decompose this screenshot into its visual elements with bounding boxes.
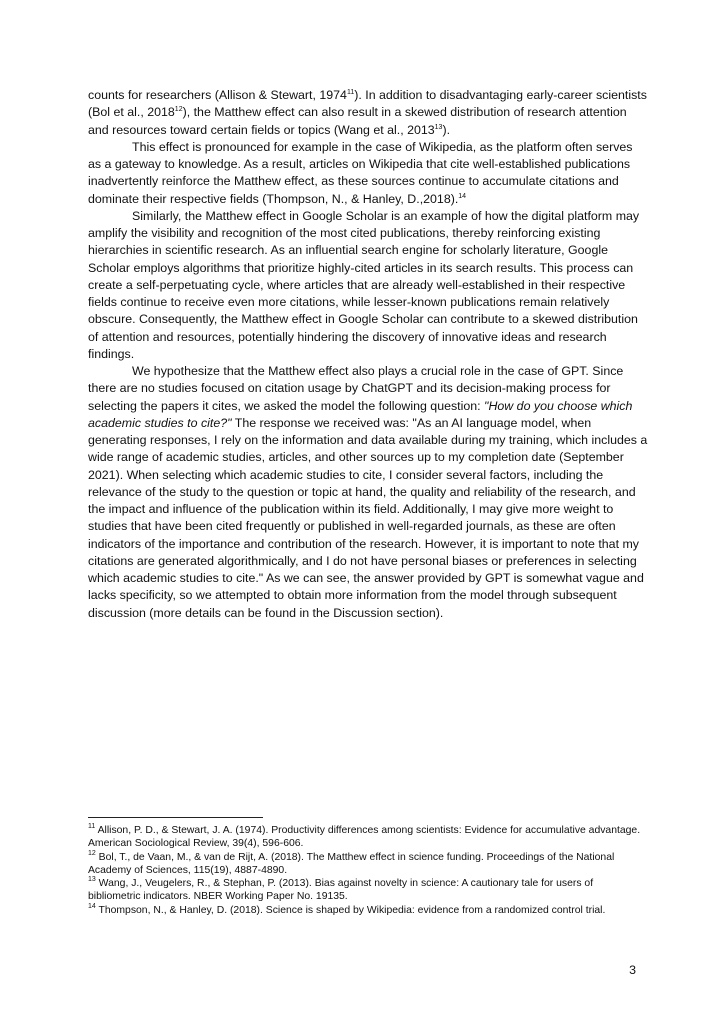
paragraph-text: We hypothesize that the Matthew effect also plays a crucial role in the case of GPT. Since there are no studies focused on citation usage by ChatGPT and its decision-making process for selecting the papers it cites, we asked the model the following question: — [88, 364, 624, 413]
footnote-11 — [88, 824, 648, 851]
paragraph-text: The response we received was: "As an AI language model, when generating responses, I rely on the information and data available during my training, which includes a wide range of academic studies, articles, and other sources up to my completion date (September 2021). When selecting which academic studies to cite, I consider several factors, including the relevance of the study to the question or topic at hand, the quality and reliability of the research, and the impact and influence of the publication within its field. Additionally, I may give more weight to studies that have been cited frequently or published in well-regarded journals, as these are often indicators of the importance and contribution of the research. However, it is important to note that my citations are generated algorithmically, and I do not have personal biases or preferences in selecting which academic studies to cite." As we can see, the answer provided by GPT is somewhat vague and lacks specificity, so we attempted to obtain more information from the model through subsequent discussion (more details can be found in the Discussion section). — [88, 415, 648, 620]
paragraph-text: This effect is pronounced for example in the case of Wikipedia, as the platform often serves as a gateway to knowledge. As a result, articles on Wikipedia that cite well-established publications inadvertently reinforce the Matthew effect, as these sources continue to accumulate citations and dominate their respective fields (Thompson, N., & Hanley, D.,2018). — [88, 139, 633, 206]
footnote-text: Allison, P. D., & Stewart, J. A. (1974). Productivity differences among scientists: Evidence for accumulative advantage. American Sociological Review, 39(4), 596-606. — [88, 825, 641, 850]
paragraph-text: ), the Matthew effect can also result in a skewed distribution of research attention and resources toward certain fields or topics (Wang et al., 2013 — [88, 105, 627, 137]
footnote-text: Bol, T., de Vaan, M., & van de Rijt, A. (2018). The Matthew effect in science funding. Proceedings of the National Academy of Sciences, 115(19), 4887-4890. — [88, 851, 615, 876]
footnote-number: 12 — [88, 849, 96, 857]
paragraph-text: counts for researchers (Allison & Stewart, 1974 — [88, 88, 347, 102]
footnote-number: 13 — [88, 876, 96, 884]
footnote-ref-13[interactable]: 13 — [434, 123, 443, 131]
paragraph-4 — [88, 363, 648, 622]
footnote-ref-11[interactable]: 11 — [346, 89, 355, 96]
footnote-14 — [88, 904, 648, 917]
body-text — [88, 87, 648, 622]
quoted-question: "How do you choose which academic studies to cite?" — [88, 398, 633, 430]
footnote-text: Wang, J., Veugelers, R., & Stephan, P. (2013). Bias against novelty in science: A cautionary tale for users of bibliometric indicators. NBER Working Paper No. 19135. — [88, 878, 594, 903]
paragraph-text: ). In addition to disadvantaging early-career scientists (Bol et al., 2018 — [88, 88, 647, 120]
footnote-ref-12[interactable]: 12 — [174, 106, 183, 114]
footnote-text: Thompson, N., & Hanley, D. (2018). Science is shaped by Wikipedia: evidence from a randomized control trial. — [95, 904, 606, 916]
footnote-12 — [88, 851, 648, 878]
footnote-separator — [88, 817, 263, 818]
paragraph-2 — [88, 139, 648, 208]
paragraph-text: Similarly, the Matthew effect in Google Scholar is an example of how the digital platform may amplify the visibility and recognition of the most cited publications, thereby reinforcing existing hierarchies in scientific research. As an influential search engine for scholarly literature, Google Scholar employs algorithms that prioritize highly-cited articles in its search results. This process can create a self-perpetuating cycle, where articles that are already well-established in their respective fields continue to receive even more citations, while lesser-known publications remain relatively obscure. Consequently, the Matthew effect in Google Scholar can contribute to a skewed distribution of attention and resources, potentially hindering the discovery of innovative ideas and research findings. — [88, 208, 640, 361]
paragraph-3 — [88, 208, 648, 363]
footnote-ref-14[interactable]: 14 — [458, 192, 467, 200]
paragraph-1 — [88, 87, 648, 139]
paragraph-text: ). — [442, 122, 451, 137]
footnotes — [88, 824, 648, 917]
footnote-number: 11 — [88, 823, 96, 830]
footnote-13 — [88, 877, 648, 904]
footnote-number: 14 — [88, 902, 96, 910]
page-number: 3 — [629, 963, 636, 977]
